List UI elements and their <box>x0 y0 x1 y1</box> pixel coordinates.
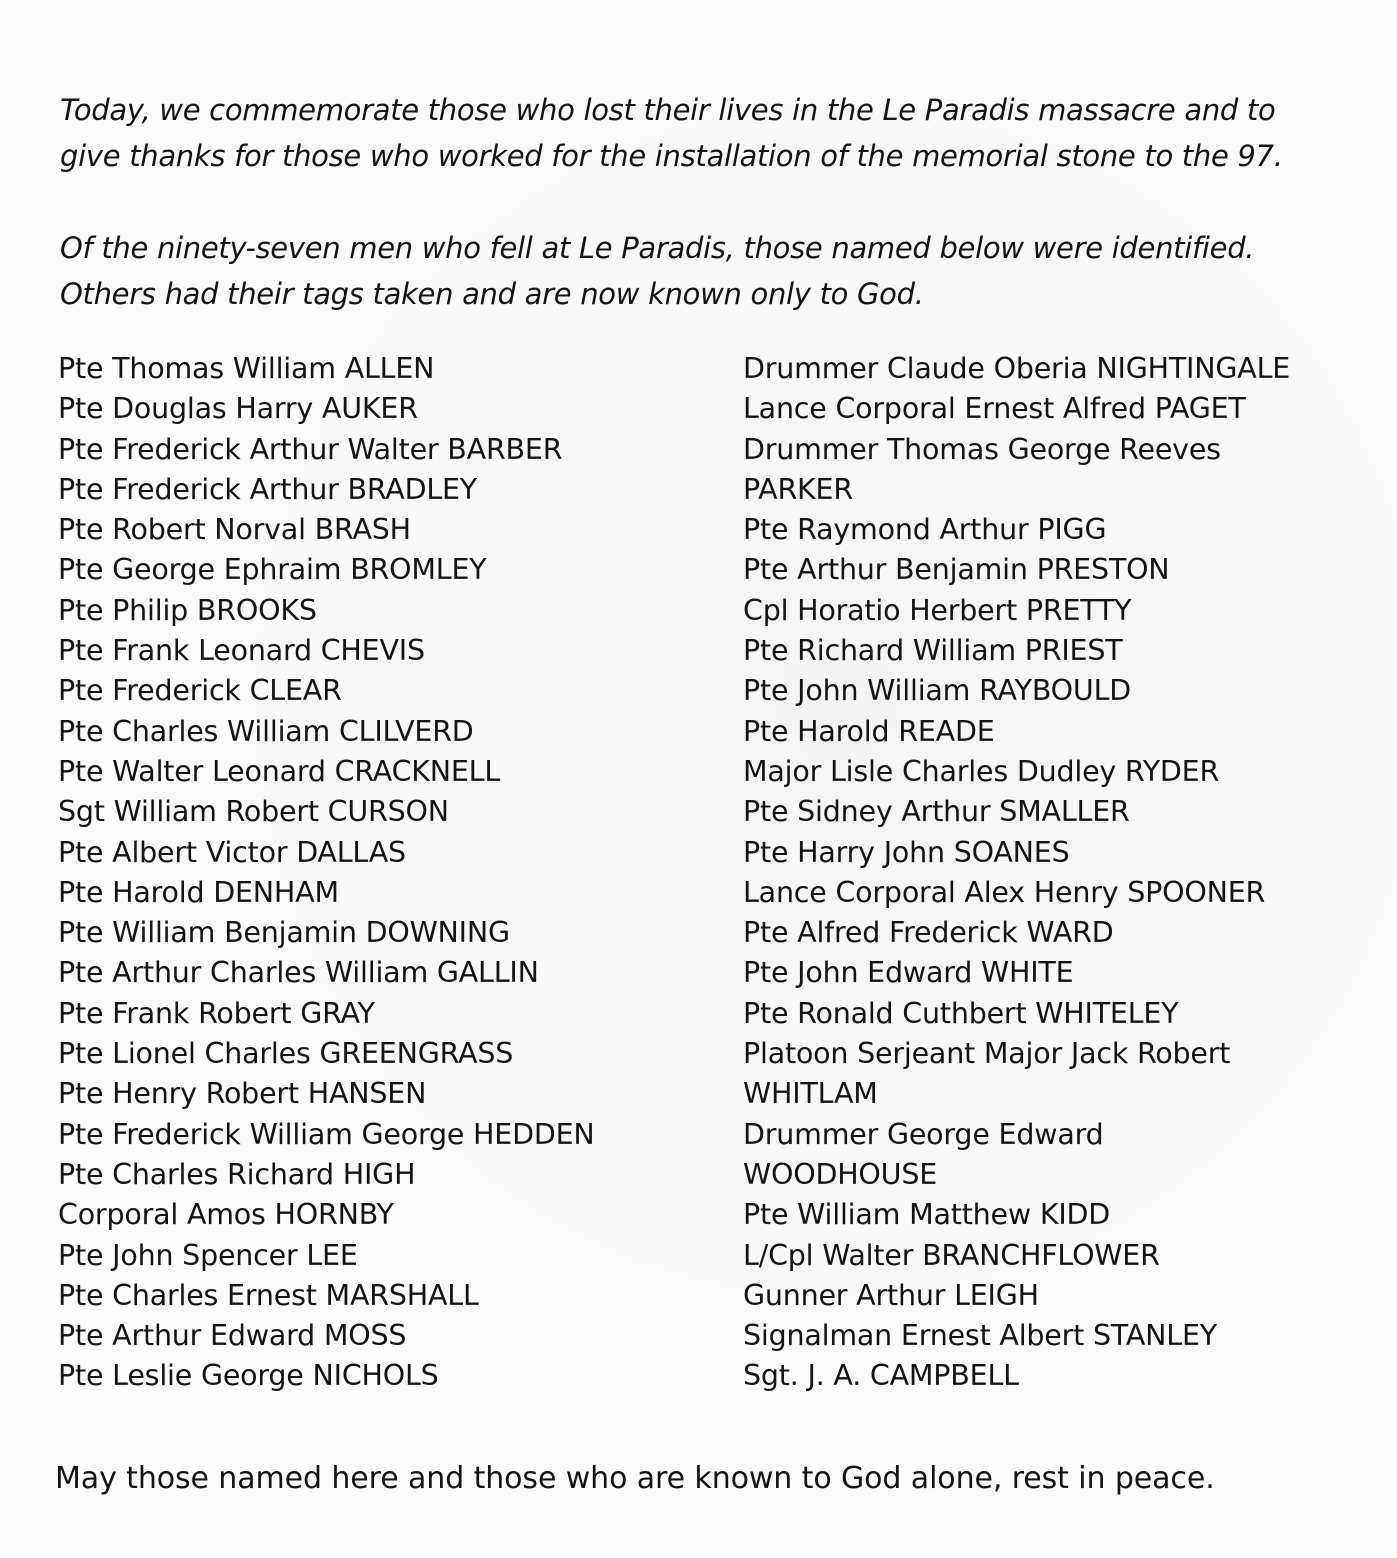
name-entry: Pte William Benjamin DOWNING <box>58 916 510 950</box>
name-entry: Pte Robert Norval BRASH <box>58 513 411 547</box>
name-entry: PARKER <box>743 472 853 506</box>
name-entry: Platoon Serjeant Major Jack Robert <box>743 1037 1231 1071</box>
name-entry: Pte Lionel Charles GREENGRASS <box>58 1037 514 1071</box>
name-entry: Sgt. J. A. CAMPBELL <box>743 1359 1019 1393</box>
intro-line: give thanks for those who worked for the installation of the memorial stone to the 97. <box>60 139 1283 173</box>
name-entry: Major Lisle Charles Dudley RYDER <box>743 754 1220 788</box>
name-entry: Pte John William RAYBOULD <box>743 674 1132 708</box>
name-entry: Pte Frederick Arthur BRADLEY <box>58 472 478 506</box>
name-entry: Pte Douglas Harry AUKER <box>58 392 418 426</box>
name-entry: Pte Frank Leonard CHEVIS <box>58 634 425 668</box>
name-entry: Pte Harold READE <box>743 714 995 748</box>
name-entry: Pte Richard William PRIEST <box>743 634 1123 668</box>
name-entry: Corporal Amos HORNBY <box>58 1198 394 1232</box>
name-entry: Sgt William Robert CURSON <box>58 795 449 829</box>
intro-line: Of the ninety-seven men who fell at Le Paradis, those named below were identified. <box>60 231 1255 265</box>
name-entry: Pte Harold DENHAM <box>58 875 339 909</box>
name-entry: Pte Alfred Frederick WARD <box>743 916 1114 950</box>
intro-paragraph-identified <box>60 225 1350 317</box>
name-entry: Pte Sidney Arthur SMALLER <box>743 795 1130 829</box>
name-entry: Pte Frederick Arthur Walter BARBER <box>58 432 563 466</box>
name-entry: Pte Arthur Benjamin PRESTON <box>743 553 1170 587</box>
name-entry: L/Cpl Walter BRANCHFLOWER <box>743 1238 1160 1272</box>
name-entry: Pte Charles Richard HIGH <box>58 1157 416 1191</box>
name-entry: Pte Arthur Edward MOSS <box>58 1319 407 1353</box>
intro-line: Others had their tags taken and are now known only to God. <box>60 277 924 311</box>
name-entry: Pte Henry Robert HANSEN <box>58 1077 427 1111</box>
name-entry: Pte Charles William CLILVERD <box>58 714 474 748</box>
name-entry: Drummer George Edward <box>743 1117 1104 1151</box>
name-entry: Pte Harry John SOANES <box>743 835 1070 869</box>
name-entry: Pte Ronald Cuthbert WHITELEY <box>743 996 1179 1030</box>
name-entry: Pte Leslie George NICHOLS <box>58 1359 439 1393</box>
name-entry: Pte Raymond Arthur PIGG <box>743 513 1107 547</box>
name-entry: Signalman Ernest Albert STANLEY <box>743 1319 1217 1353</box>
name-entry: Pte William Matthew KIDD <box>743 1198 1111 1232</box>
name-entry: Pte Charles Ernest MARSHALL <box>58 1278 479 1312</box>
name-entry: Pte Frank Robert GRAY <box>58 996 375 1030</box>
names-list-right <box>743 349 1383 1397</box>
name-entry: Pte Walter Leonard CRACKNELL <box>58 754 501 788</box>
name-entry: Pte Philip BROOKS <box>58 593 317 627</box>
name-entry: Pte Frederick William George HEDDEN <box>58 1117 595 1151</box>
closing-prayer: May those named here and those who are known to God alone, rest in peace. <box>55 1461 1215 1496</box>
name-entry: Gunner Arthur LEIGH <box>743 1278 1039 1312</box>
name-entry: WHITLAM <box>743 1077 878 1111</box>
intro-paragraph-commemoration <box>60 87 1350 179</box>
intro-line: Today, we commemorate those who lost their lives in the Le Paradis massacre and to <box>60 93 1276 127</box>
name-entry: Pte Arthur Charles William GALLIN <box>58 956 539 990</box>
name-entry: Drummer Thomas George Reeves <box>743 432 1221 466</box>
name-entry: Pte Frederick CLEAR <box>58 674 342 708</box>
name-entry: WOODHOUSE <box>743 1157 938 1191</box>
name-entry: Pte John Spencer LEE <box>58 1238 358 1272</box>
names-list-left <box>58 349 698 1397</box>
name-entry: Pte Albert Victor DALLAS <box>58 835 406 869</box>
name-entry: Pte Thomas William ALLEN <box>58 352 435 385</box>
name-entry: Drummer Claude Oberia NIGHTINGALE <box>743 352 1291 385</box>
name-entry: Lance Corporal Ernest Alfred PAGET <box>743 392 1246 426</box>
name-entry: Pte John Edward WHITE <box>743 956 1074 990</box>
name-entry: Pte George Ephraim BROMLEY <box>58 553 487 587</box>
name-entry: Cpl Horatio Herbert PRETTY <box>743 593 1132 627</box>
name-entry: Lance Corporal Alex Henry SPOONER <box>743 875 1266 909</box>
